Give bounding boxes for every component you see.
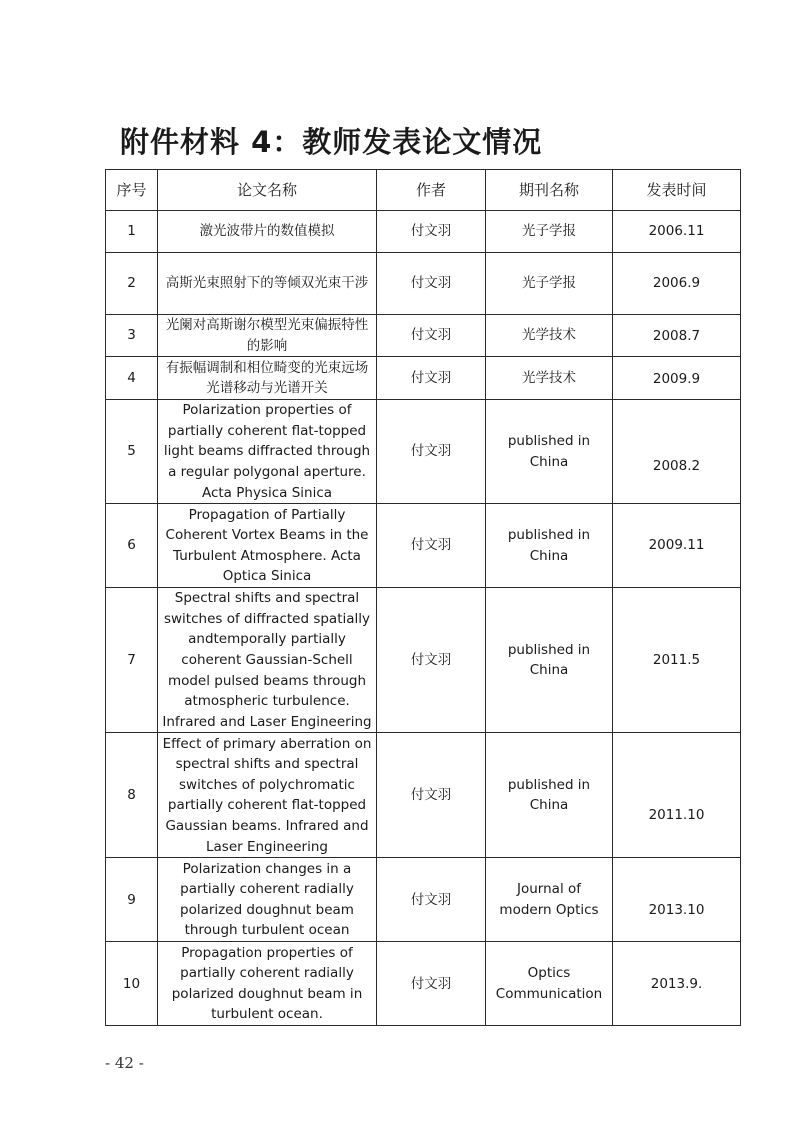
header-journal: 期刊名称 (486, 170, 613, 211)
papers-table (105, 169, 741, 1026)
paper-title: 光阑对高斯谢尔模型光束偏振特性的影响 (158, 315, 377, 357)
paper-author: 付文羽 (377, 733, 486, 858)
paper-journal: published in China (486, 504, 613, 588)
table-row (106, 357, 741, 400)
table-row (106, 400, 741, 504)
paper-date: 2006.9 (613, 253, 741, 315)
paper-date: 2008.2 (613, 400, 741, 504)
paper-journal: 光学技术 (486, 315, 613, 357)
table-row (106, 588, 741, 733)
paper-journal: published in China (486, 733, 613, 858)
table-row (106, 315, 741, 357)
paper-journal: 光子学报 (486, 253, 613, 315)
paper-journal: published in China (486, 588, 613, 733)
paper-journal: 光子学报 (486, 211, 613, 253)
header-date: 发表时间 (613, 170, 741, 211)
paper-date: 2011.10 (613, 733, 741, 858)
paper-author: 付文羽 (377, 315, 486, 357)
paper-journal: Optics Communication (486, 942, 613, 1026)
paper-title: Polarization changes in a partially coherent radially polarized doughnut beam through turbulent ocean (158, 858, 377, 942)
paper-author: 付文羽 (377, 357, 486, 400)
paper-title: 有振幅调制和相位畸变的光束远场光谱移动与光谱开关 (158, 357, 377, 400)
table-header-row (106, 170, 741, 211)
paper-date: 2013.9. (613, 942, 741, 1026)
paper-title: Propagation properties of partially coherent radially polarized doughnut beam in turbulent ocean. (158, 942, 377, 1026)
row-number: 2 (106, 253, 158, 315)
paper-title: 高斯光束照射下的等倾双光束干涉 (158, 253, 377, 315)
page-number: - 42 - (105, 1054, 144, 1072)
paper-journal: published in China (486, 400, 613, 504)
table-row (106, 942, 741, 1026)
paper-author: 付文羽 (377, 504, 486, 588)
table-row (106, 211, 741, 253)
paper-date: 2006.11 (613, 211, 741, 253)
header-author: 作者 (377, 170, 486, 211)
paper-journal: Journal of modern Optics (486, 858, 613, 942)
paper-author: 付文羽 (377, 400, 486, 504)
table-row (106, 253, 741, 315)
row-number: 10 (106, 942, 158, 1026)
paper-journal: 光学技术 (486, 357, 613, 400)
paper-date: 2011.5 (613, 588, 741, 733)
document-title: 附件材料 4：教师发表论文情况 (120, 125, 543, 159)
paper-date: 2009.11 (613, 504, 741, 588)
paper-title: Effect of primary aberration on spectral shifts and spectral switches of polychromatic partially coherent flat-topped Gaussian beams. Infrared and Laser Engineering (158, 733, 377, 858)
paper-author: 付文羽 (377, 858, 486, 942)
paper-title: 激光波带片的数值模拟 (158, 211, 377, 253)
row-number: 1 (106, 211, 158, 253)
paper-date: 2008.7 (613, 315, 741, 357)
paper-date: 2013.10 (613, 858, 741, 942)
paper-date: 2009.9 (613, 357, 741, 400)
table-row (106, 733, 741, 858)
row-number: 6 (106, 504, 158, 588)
header-title: 论文名称 (158, 170, 377, 211)
paper-author: 付文羽 (377, 253, 486, 315)
paper-title: Polarization properties of partially coherent flat-topped light beams diffracted through a regular polygonal aperture. Acta Physica Sinica (158, 400, 377, 504)
row-number: 3 (106, 315, 158, 357)
row-number: 7 (106, 588, 158, 733)
paper-author: 付文羽 (377, 211, 486, 253)
table-row (106, 858, 741, 942)
header-no: 序号 (106, 170, 158, 211)
paper-title: Propagation of Partially Coherent Vortex Beams in the Turbulent Atmosphere. Acta Optica Sinica (158, 504, 377, 588)
paper-title: Spectral shifts and spectral switches of diffracted spatially andtemporally partially coherent Gaussian-Schell model pulsed beams through atmospheric turbulence. Infrared and Laser Engineering (158, 588, 377, 733)
row-number: 8 (106, 733, 158, 858)
row-number: 4 (106, 357, 158, 400)
paper-author: 付文羽 (377, 588, 486, 733)
row-number: 5 (106, 400, 158, 504)
table-row (106, 504, 741, 588)
paper-author: 付文羽 (377, 942, 486, 1026)
row-number: 9 (106, 858, 158, 942)
